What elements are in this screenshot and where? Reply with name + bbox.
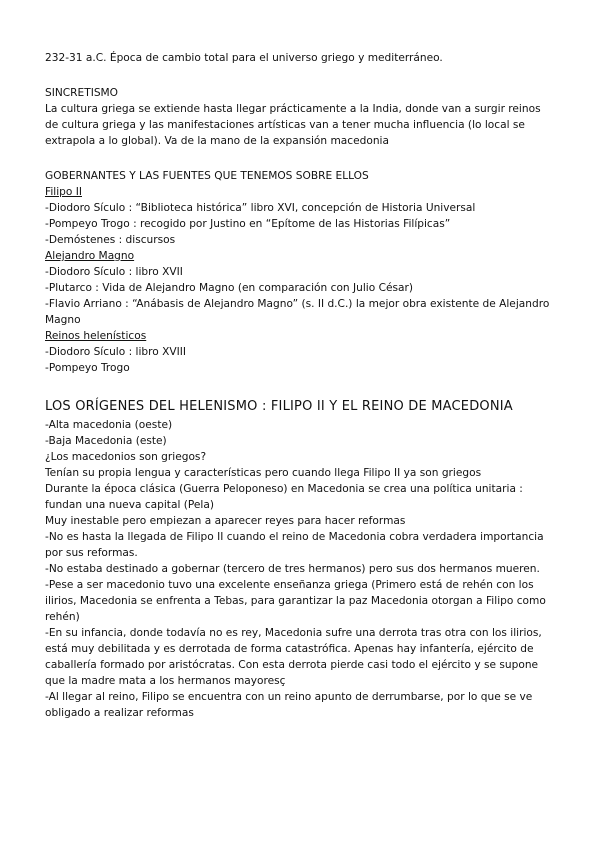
intro-line: 232-31 a.C. Época de cambio total para el universo griego y mediterráneo. — [45, 52, 443, 64]
alejandro-subheading: Alejandro Magno — [45, 250, 135, 262]
source-item: -Diodoro Sículo : libro XVII — [45, 266, 183, 278]
origenes-line: está muy debilitada y es derrotada de forma catastrófica. Apenas hay infantería, ejército de — [45, 643, 534, 655]
origenes-line: -No estaba destinado a gobernar (tercero de tres hermanos) pero sus dos hermanos mueren. — [45, 563, 540, 575]
source-item: -Diodoro Sículo : libro XVIII — [45, 346, 186, 358]
origenes-line: caballería formado por aristócratas. Con esta derrota pierde casi todo el ejército y se supone — [45, 659, 539, 671]
origenes-line: -Pese a ser macedonio tuvo una excelente enseñanza griega (Primero está de rehén con los — [45, 579, 534, 591]
origenes-line: ilirios, Macedonia se enfrenta a Tebas, para garantizar la paz Macedonia otorgan a Filipo como — [45, 595, 546, 607]
sincretismo-line: de cultura griega y las manifestaciones artísticas van a tener mucha influencia (lo local se — [45, 119, 525, 131]
origenes-line: -Alta macedonia (oeste) — [45, 419, 173, 431]
sincretismo-line: extrapola a lo global). Va de la mano de la expansión macedonia — [45, 135, 389, 147]
origenes-line: -No es hasta la llegada de Filipo II cuando el reino de Macedonia cobra verdadera importancia — [45, 531, 544, 543]
source-item: Magno — [45, 314, 81, 326]
sincretismo-line: La cultura griega se extiende hasta llegar prácticamente a la India, donde van a surgir reinos — [45, 103, 541, 115]
origenes-line: -Baja Macedonia (este) — [45, 435, 167, 447]
origenes-line: Durante la época clásica (Guerra Peloponeso) en Macedonia se crea una política unitaria : — [45, 483, 523, 495]
origenes-line: -En su infancia, donde todavía no es rey, Macedonia sufre una derrota tras otra con los ilirios, — [45, 627, 542, 639]
origenes-line: fundan una nueva capital (Pela) — [45, 499, 214, 511]
sincretismo-heading: SINCRETISMO — [45, 87, 119, 99]
gobernantes-heading: GOBERNANTES Y LAS FUENTES QUE TENEMOS SOBRE ELLOS — [45, 170, 369, 182]
source-item: -Demóstenes : discursos — [45, 234, 176, 246]
origenes-line: rehén) — [45, 611, 80, 623]
origenes-line: por sus reformas. — [45, 547, 138, 559]
source-item: -Pompeyo Trogo : recogido por Justino en “Epítome de las Historias Filípicas” — [45, 218, 451, 230]
origenes-line: obligado a realizar reformas — [45, 707, 194, 719]
source-item: -Flavio Arriano : “Anábasis de Alejandro Magno” (s. II d.C.) la mejor obra existente de Alejandro — [45, 298, 550, 310]
origenes-line: que la madre mata a los hermanos mayoresç — [45, 675, 286, 687]
origenes-line: -Al llegar al reino, Filipo se encuentra con un reino apunto de derrumbarse, por lo que se ve — [45, 691, 533, 703]
source-item: -Plutarco : Vida de Alejandro Magno (en comparación con Julio César) — [45, 282, 413, 294]
reinos-subheading: Reinos helenísticos — [45, 330, 147, 342]
origenes-line: Tenían su propia lengua y características pero cuando llega Filipo II ya son griegos — [45, 467, 482, 479]
filipo-subheading: Filipo II — [45, 186, 82, 198]
origenes-line: Muy inestable pero empiezan a aparecer reyes para hacer reformas — [45, 515, 406, 527]
source-item: -Diodoro Sículo : “Biblioteca histórica” libro XVI, concepción de Historia Universal — [45, 202, 476, 214]
document-page — [45, 50, 565, 721]
source-item: -Pompeyo Trogo — [45, 362, 130, 374]
origenes-line: ¿Los macedonios son griegos? — [45, 451, 207, 463]
origenes-heading: LOS ORÍGENES DEL HELENISMO : FILIPO II Y EL REINO DE MACEDONIA — [45, 399, 513, 414]
